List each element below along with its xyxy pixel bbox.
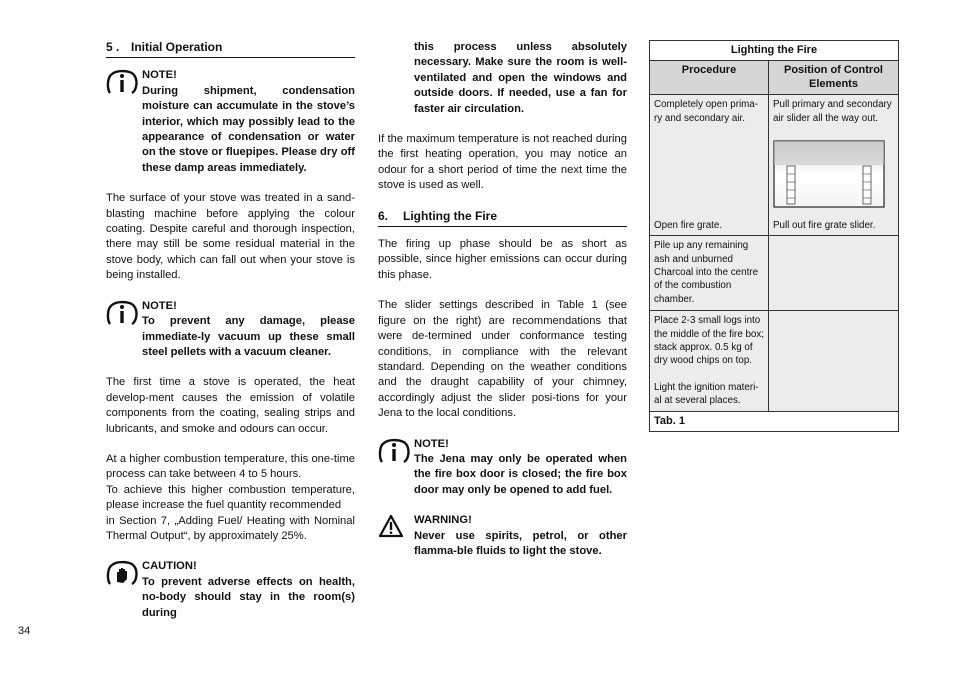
control-text: Pull primary and secondary air slider all the way out. xyxy=(773,99,892,124)
section-number: 6. xyxy=(378,208,389,223)
paragraph: To achieve this higher combustion temperature, please increase the fuel quantity recommended xyxy=(106,483,355,512)
control-cell xyxy=(769,236,899,311)
caution-text-continued: this process unless absolutely necessary. Make sure the room is well-ventilated and open the windows and outside doors. If needed, use a fan for faster air circulation. xyxy=(414,41,627,115)
table-header-position: Position of Control Elements xyxy=(769,61,899,95)
paragraph: The first time a stove is operated, the heat develop-ment causes the emission of volatile components from the coating, sealing strips and lubricants, and smoke and odours can occur. xyxy=(106,376,355,435)
caution-block xyxy=(106,559,355,621)
info-icon xyxy=(378,437,414,499)
section-number: 5 . xyxy=(106,40,120,54)
warning-text: Never use spirits, petrol, or other flamma-ble fluids to light the stove. xyxy=(414,529,627,557)
section-title: Lighting the Fire xyxy=(403,208,497,223)
section-title: Initial Operation xyxy=(131,40,223,54)
note-title: NOTE! xyxy=(142,69,177,82)
column-middle xyxy=(378,40,627,559)
column-left xyxy=(106,40,355,621)
note-block xyxy=(378,437,627,499)
stove-slider-figure xyxy=(773,140,885,212)
procedure-cell: Pile up any remaining ash and unburned Charcoal into the centre of the combustion chamber. xyxy=(650,236,769,311)
caution-title: CAUTION! xyxy=(142,560,197,573)
section-6-heading xyxy=(378,209,627,227)
paragraph: in Section 7, „Adding Fuel/ Heating with Nominal Thermal Output“, by approximately 25%. xyxy=(106,514,355,542)
table-row xyxy=(650,236,899,311)
warning-block xyxy=(378,513,627,559)
procedure-cell xyxy=(650,311,769,411)
table-row xyxy=(650,95,899,236)
warning-title: WARNING! xyxy=(414,514,472,527)
table-row xyxy=(650,311,899,411)
procedure-cell xyxy=(650,95,769,236)
paragraph: If the maximum temperature is not reached during the first heating operation, you may notice an odour for a short period of time the next time the stove is used as well. xyxy=(378,133,627,192)
info-icon xyxy=(106,68,142,176)
warning-triangle-icon xyxy=(378,513,414,559)
paragraph: The firing up phase should be as short as possible, since higher emissions can occur during this phase. xyxy=(378,238,627,281)
note-block xyxy=(106,68,355,176)
info-icon xyxy=(106,299,142,361)
lighting-table xyxy=(649,40,899,432)
note-text: To prevent any damage, please immediate-ly vacuum up these small steel pellets with a vacuum cleaner. xyxy=(142,315,355,358)
page-number: 34 xyxy=(18,625,31,637)
control-cell xyxy=(769,95,899,236)
table-header-procedure: Procedure xyxy=(650,61,769,95)
note-title: NOTE! xyxy=(414,437,449,450)
caution-continued xyxy=(378,40,627,117)
procedure-text: Light the ignition materi-al at several places. xyxy=(654,381,759,407)
section-5-heading xyxy=(106,40,355,58)
procedure-text: Place 2-3 small logs into the middle of the fire box; stack approx. 0.5 kg of dry wood chips on top. xyxy=(654,315,765,367)
paragraph: The slider settings described in Table 1 (see figure on the right) are recommendations that were de-termined under conformance testing conditions, in compliance with the relevant standard. Depending on the weather conditions and the draught capability of your chimney, accordingly adjust the slider posi-tions for your Jena to the local conditions. xyxy=(378,299,627,420)
note-text: The Jena may only be operated when the fire box door is closed; the fire box door may only be opened to add fuel. xyxy=(414,452,627,496)
hand-caution-icon xyxy=(106,559,142,621)
paragraph: At a higher combustion temperature, this one-time process can take between 4 to 5 hours. xyxy=(106,452,355,481)
paragraph: The surface of your stove was treated in a sand-blasting machine before applying the colour coating. Despite careful and thorough inspection, there may still be some residual material in the stove body, which can fall out when your stove is being installed. xyxy=(106,192,355,282)
procedure-text: Open fire grate. xyxy=(654,219,723,231)
note-title: NOTE! xyxy=(142,299,177,312)
procedure-text: Completely open prima-ry and secondary air. xyxy=(654,99,759,124)
table-caption: Tab. 1 xyxy=(650,411,899,431)
control-cell xyxy=(769,311,899,411)
control-text: Pull out fire grate slider. xyxy=(773,219,876,231)
caution-text: To prevent adverse effects on health, no-body should stay in the room(s) during xyxy=(142,575,355,619)
note-block xyxy=(106,299,355,361)
note-text: During shipment, condensation moisture can accumulate in the stove’s interior, which may possibly lead to the appearance of condensation or water on the stove or fluepipes. Please dry off these damp areas immediately. xyxy=(142,84,355,174)
table-title: Lighting the Fire xyxy=(650,41,899,61)
